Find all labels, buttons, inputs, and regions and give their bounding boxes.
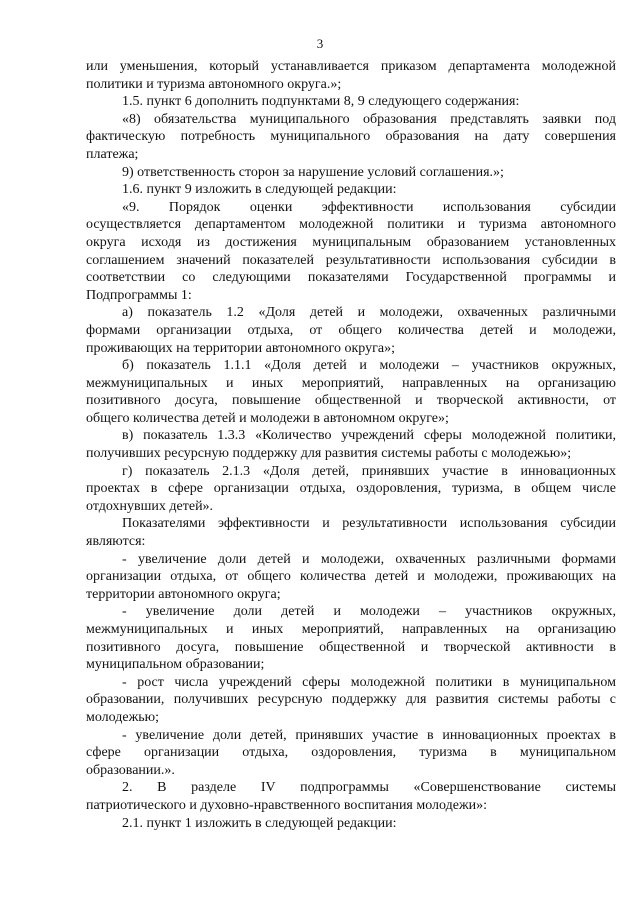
paragraph [86, 779, 616, 814]
text-line: муниципальном образовании; [86, 657, 265, 673]
text-line: «9. Порядок оценки эффективности использования субсидии [122, 199, 616, 215]
paragraph [86, 727, 616, 780]
paragraph [86, 199, 616, 305]
text-line: 2.1. пункт 1 изложить в следующей редакции: [122, 815, 397, 831]
text-line: 2. В разделе IV подпрограммы «Совершенствование системы [122, 780, 616, 796]
page-number: 3 [316, 36, 324, 51]
text-line: 1.5. пункт 6 дополнить подпунктами 8, 9 следующего содержания: [122, 94, 520, 110]
text-line: позитивного досуга, повышение общественной и творческой активности, от [86, 393, 616, 409]
text-line: платежа; [86, 146, 139, 162]
text-line: г) показатель 2.1.3 «Доля детей, принявших участие в инновационных [122, 463, 616, 479]
paragraph [86, 427, 616, 462]
text-line: б) показатель 1.1.1 «Доля детей и молодежи – участников окружных, [122, 358, 616, 374]
text-line: патриотического и духовно-нравственного воспитания молодежи»: [86, 797, 488, 813]
text-line: образовании.». [86, 762, 175, 778]
text-line: - увеличение доли детей и молодежи – участников окружных, [122, 604, 616, 620]
text-line: соглашением значений показателей результативности использования субсидии в [86, 252, 616, 268]
paragraph [86, 603, 616, 673]
paragraph [86, 551, 616, 604]
document-body [86, 58, 616, 832]
text-line: являются: [86, 534, 146, 550]
text-line: формами организации отдыха, от общего количества детей и молодежи, [86, 322, 616, 338]
text-line: - увеличение доли детей, принявших участие в инновационных проектах в [122, 727, 616, 743]
text-line: «8) обязательства муниципального образования представлять заявки под [122, 111, 616, 127]
paragraph [86, 58, 616, 93]
text-line: общего количества детей и молодежи в автономном округе»; [86, 410, 449, 426]
text-line: округа исходя из достижения муниципальным образованием установленных [86, 234, 616, 250]
text-line: осуществляется департаментом молодежной политики и туризма автономного [86, 217, 616, 233]
paragraph [86, 164, 616, 182]
text-line: межмуниципальных и иных мероприятий, направленных на организацию [86, 375, 616, 391]
text-line: а) показатель 1.2 «Доля детей и молодежи, охваченных различными [122, 305, 616, 321]
text-line: отдохнувших детей». [86, 498, 214, 514]
paragraph [86, 815, 616, 833]
paragraph [86, 304, 616, 357]
text-line: позитивного досуга, повышение общественной и творческой активности в [86, 639, 616, 655]
paragraph [86, 515, 616, 550]
text-line: или уменьшения, который устанавливается приказом департамента молодежной [86, 59, 616, 74]
text-line: межмуниципальных и иных мероприятий, направленных на организацию [86, 622, 616, 637]
text-line: в) показатель 1.3.3 «Количество учреждений сферы молодежной политики, [122, 428, 616, 444]
paragraph [86, 111, 616, 164]
text-line: соответствии со следующими показателями Государственной программы и [86, 270, 616, 286]
text-line: политики и туризма автономного округа.»; [86, 76, 342, 92]
text-line: территории автономного округа; [86, 586, 281, 602]
text-line: Показателями эффективности и результативности использования субсидии [122, 516, 616, 532]
text-line: 9) ответственность сторон за нарушение условий соглашения.»; [122, 164, 504, 180]
paragraph [86, 674, 616, 727]
text-line: образовании, получивших ресурсную поддержку для развития системы работы с [86, 692, 616, 708]
text-line: - рост числа учреждений сферы молодежной политики в муниципальном [122, 674, 616, 690]
text-line: фактическую потребность муниципального образования на дату совершения [86, 129, 616, 145]
paragraph [86, 181, 616, 199]
text-line: Подпрограммы 1: [86, 287, 192, 303]
text-line: проживающих на территории автономного округа»; [86, 340, 395, 356]
paragraph [86, 357, 616, 427]
text-line: проектах в сфере организации отдыха, оздоровления, туризма, в общем числе [86, 481, 616, 497]
paragraph [86, 93, 616, 111]
text-line: получивших ресурсную поддержку для развития системы работы с молодежью»; [86, 446, 572, 462]
text-line: - увеличение доли детей и молодежи, охваченных различными формами [122, 551, 616, 567]
text-line: 1.6. пункт 9 изложить в следующей редакции: [122, 182, 397, 198]
paragraph [86, 463, 616, 516]
text-line: сфере организации отдыха, оздоровления, туризма в муниципальном [86, 745, 616, 761]
text-line: организации отдыха, от общего количества детей и молодежи, проживающих на [86, 569, 616, 585]
text-line: молодежью; [86, 709, 160, 725]
